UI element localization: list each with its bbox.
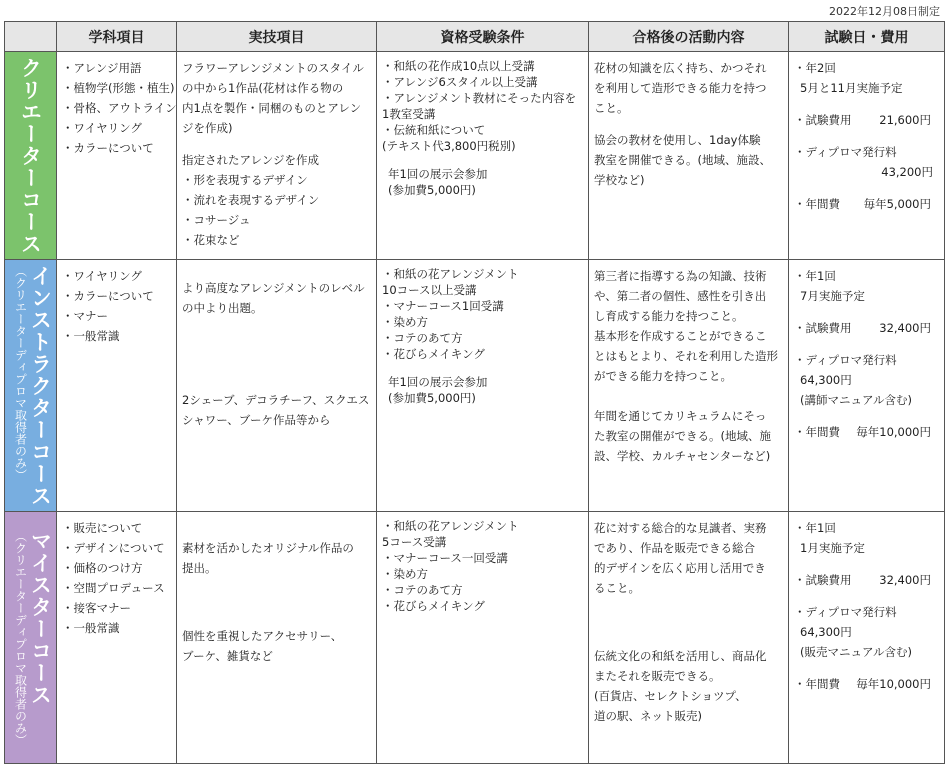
- exam-frequency: ・年1回: [794, 269, 836, 283]
- diploma-fee-label: ・ディプロマ発行料: [794, 605, 897, 619]
- exam-fee-label: ・試験費用: [794, 321, 852, 335]
- text-line: ・和紙の花アレンジメント: [382, 519, 519, 533]
- text-line: ・空間プロデュース: [62, 581, 165, 595]
- text-line: 素材を活かしたオリジナル作品の: [182, 541, 354, 555]
- text-line: 内1点を製作・同梱のものとアレン: [182, 101, 362, 115]
- annual-fee-value: 毎年10,000円: [856, 677, 931, 691]
- annual-fee-row: [794, 674, 939, 694]
- text-line: ること。: [594, 581, 640, 595]
- text-line: ・販売について: [62, 521, 143, 535]
- text-line: ・植物学(形態・植生): [62, 81, 175, 95]
- text-line: 10コース以上受講: [382, 283, 477, 297]
- text-line: ・花びらメイキング: [382, 599, 485, 613]
- text-line: 2シェーブ、デコラチーフ、スクエス: [182, 393, 370, 407]
- text-line: ・アレンジ6スタイル以上受講: [382, 75, 538, 89]
- annual-fee-value: 毎年10,000円: [856, 425, 931, 439]
- shiken-cell: [789, 52, 945, 260]
- shiken-cell: [789, 260, 945, 512]
- text-line: 道の駅、ネット販売): [594, 709, 702, 723]
- text-line: ・骨格、アウトライン: [62, 101, 177, 115]
- diploma-fee-label: ・ディプロマ発行料: [794, 145, 897, 159]
- katsudo-cell: [589, 52, 789, 260]
- text-line: し育成する能力を持つこと。: [594, 309, 744, 323]
- course-table: [4, 21, 945, 764]
- text-line: ・コテのあて方: [382, 331, 463, 345]
- text-line: 年間を通じてカリキュラムにそっ: [594, 409, 767, 423]
- annual-fee-value: 毎年5,000円: [863, 197, 931, 211]
- text-line: た教室の開催ができる。(地域、施: [594, 429, 771, 443]
- header-shiken: 試験日・費用: [789, 22, 945, 52]
- text-line: フラワーアレンジメントのスタイル: [182, 61, 364, 75]
- text-line: ・花束など: [182, 233, 240, 247]
- text-line: 1教室受講: [382, 107, 436, 121]
- exam-schedule: 1月実施予定: [800, 541, 865, 555]
- text-line: ・形を表現するデザイン: [182, 173, 308, 187]
- text-line: 提出。: [182, 561, 217, 575]
- text-line: 教室を開催できる。(地域、施設、: [594, 153, 771, 167]
- gakka-cell: [57, 52, 177, 260]
- header-katsudo: 合格後の活動内容: [589, 22, 789, 52]
- date-label: 2022年12月08日制定: [829, 5, 940, 18]
- annual-fee-label: ・年間費: [794, 425, 840, 439]
- text-line: ・アレンジ用語: [62, 61, 142, 75]
- text-line: 花に対する総合的な見識者、実務: [594, 521, 767, 535]
- text-line: ・コテのあて方: [382, 583, 463, 597]
- course-row-meister: [5, 512, 945, 764]
- gakka-cell: [57, 512, 177, 764]
- text-line: ・伝統和紙について: [382, 123, 486, 137]
- text-line: 年1回の展示会参加: [388, 167, 488, 181]
- diploma-fee-note: (講師マニュアル含む): [800, 393, 913, 407]
- exam-frequency: ・年1回: [794, 521, 836, 535]
- header-joken: 資格受験条件: [377, 22, 589, 52]
- text-line: (テキスト代3,800円税別): [382, 139, 516, 153]
- diploma-fee-label: ・ディプロマ発行料: [794, 353, 897, 367]
- header-jitsugi: 実技項目: [177, 22, 377, 52]
- exam-fee-value: 21,600円: [879, 113, 931, 127]
- jitsugi-cell: [177, 52, 377, 260]
- text-line: ・ワイヤリング: [62, 121, 142, 135]
- text-line: 第三者に指導する為の知識、技術: [594, 269, 767, 283]
- course-name-cell: [5, 52, 57, 260]
- course-note: （クリエーターディプロマ取得者のみ）: [13, 529, 28, 746]
- course-name: マイスターコース: [28, 529, 53, 706]
- header-blank: [5, 22, 57, 52]
- text-line: ブーケ、雑貨など: [182, 649, 273, 663]
- text-line: ・一般常識: [62, 329, 120, 343]
- text-line: であり、作品を販売できる総合: [594, 541, 755, 555]
- exam-fee-row: [794, 318, 939, 338]
- exam-fee-row: [794, 570, 939, 590]
- text-line: ができる能力を持つこと。: [594, 369, 732, 383]
- text-line: とはもとより、それを利用した造形: [594, 349, 778, 363]
- exam-fee-label: ・試験費用: [794, 113, 852, 127]
- text-line: ・和紙の花アレンジメント: [382, 267, 519, 281]
- text-line: 基本形を作成することができるこ: [594, 329, 767, 343]
- course-row-creator: [5, 52, 945, 260]
- text-line: ・コサージュ: [182, 213, 251, 227]
- text-line: 5コース受講: [382, 535, 447, 549]
- text-line: ・流れを表現するデザイン: [182, 193, 320, 207]
- exam-fee-row: [794, 110, 939, 130]
- text-line: や、第二者の個性、感性を引き出: [594, 289, 767, 303]
- text-line: の中から1作品(花材は作る物の: [182, 81, 344, 95]
- annual-fee-label: ・年間費: [794, 677, 840, 691]
- text-line: ・一般常識: [62, 621, 120, 635]
- katsudo-cell: [589, 512, 789, 764]
- text-line: (参加費5,000円): [388, 183, 476, 197]
- text-line: ・染め方: [382, 315, 428, 329]
- gakka-cell: [57, 260, 177, 512]
- header-gakka: 学科項目: [57, 22, 177, 52]
- exam-fee-label: ・試験費用: [794, 573, 852, 587]
- joken-cell: [377, 260, 589, 512]
- exam-frequency: ・年2回: [794, 61, 836, 75]
- text-line: こと。: [594, 101, 629, 115]
- text-line: ・カラーについて: [62, 289, 154, 303]
- exam-fee-value: 32,400円: [879, 321, 931, 335]
- text-line: ・花びらメイキング: [382, 347, 485, 361]
- text-line: ・接客マナー: [62, 601, 131, 615]
- text-line: (百貨店、セレクトショツプ、: [594, 689, 747, 703]
- course-name: インストラクターコース: [28, 264, 53, 507]
- text-line: ・デザインについて: [62, 541, 165, 555]
- text-line: 指定されたアレンジを作成: [182, 153, 319, 167]
- course-name: クリエーターコース: [18, 56, 43, 255]
- exam-fee-value: 32,400円: [879, 573, 931, 587]
- text-line: ・染め方: [382, 567, 428, 581]
- text-line: ・マナーコース一回受講: [382, 551, 508, 565]
- header-row: [5, 22, 945, 52]
- course-name-cell: [5, 260, 57, 512]
- text-line: ・マナー: [62, 309, 108, 323]
- text-line: シャワー、ブーケ作品等から: [182, 413, 331, 427]
- katsudo-cell: [589, 260, 789, 512]
- text-line: ・ワイヤリング: [62, 269, 142, 283]
- exam-schedule: 5月と11月実施予定: [800, 81, 903, 95]
- jitsugi-cell: [177, 512, 377, 764]
- shiken-cell: [789, 512, 945, 764]
- text-line: ジを作成): [182, 121, 233, 135]
- course-row-instructor: [5, 260, 945, 512]
- text-line: 個性を重視したアクセサリー、: [182, 629, 343, 643]
- text-line: 設、学校、カルチャセンターなど): [594, 449, 771, 463]
- course-note: （クリエーターディプロマ取得者のみ）: [13, 264, 28, 481]
- text-line: ・アレンジメント教材にそった内容を: [382, 91, 577, 105]
- annual-fee-row: [794, 422, 939, 442]
- jitsugi-cell: [177, 260, 377, 512]
- annual-fee-label: ・年間費: [794, 197, 840, 211]
- diploma-fee-value: 64,300円: [800, 625, 852, 639]
- diploma-fee-note: (販売マニュアル含む): [800, 645, 913, 659]
- text-line: ・マナーコース1回受講: [382, 299, 504, 313]
- text-line: 的デザインを広く応用し活用でき: [594, 561, 766, 575]
- text-line: 年1回の展示会参加: [388, 375, 488, 389]
- text-line: (参加費5,000円): [388, 391, 476, 405]
- text-line: ・和紙の花作成10点以上受講: [382, 59, 535, 73]
- text-line: 伝統文化の和紙を活用し、商品化: [594, 649, 767, 663]
- diploma-fee-value: 64,300円: [800, 373, 852, 387]
- joken-cell: [377, 52, 589, 260]
- text-line: を利用して造形できる能力を持つ: [594, 81, 767, 95]
- exam-schedule: 7月実施予定: [800, 289, 865, 303]
- diploma-fee-value: 43,200円: [881, 165, 933, 179]
- text-line: より高度なアレンジメントのレベル: [182, 281, 365, 295]
- text-line: 学校など): [594, 173, 645, 187]
- annual-fee-row: [794, 194, 939, 214]
- joken-cell: [377, 512, 589, 764]
- text-line: ・カラーについて: [62, 141, 154, 155]
- text-line: 協会の教材を使用し、1day体験: [594, 133, 761, 147]
- text-line: 花材の知識を広く持ち、かつそれ: [594, 61, 767, 75]
- text-line: の中より出題。: [182, 301, 263, 315]
- text-line: またそれを販売できる。: [594, 669, 721, 683]
- text-line: ・価格のつけ方: [62, 561, 143, 575]
- course-name-cell: [5, 512, 57, 764]
